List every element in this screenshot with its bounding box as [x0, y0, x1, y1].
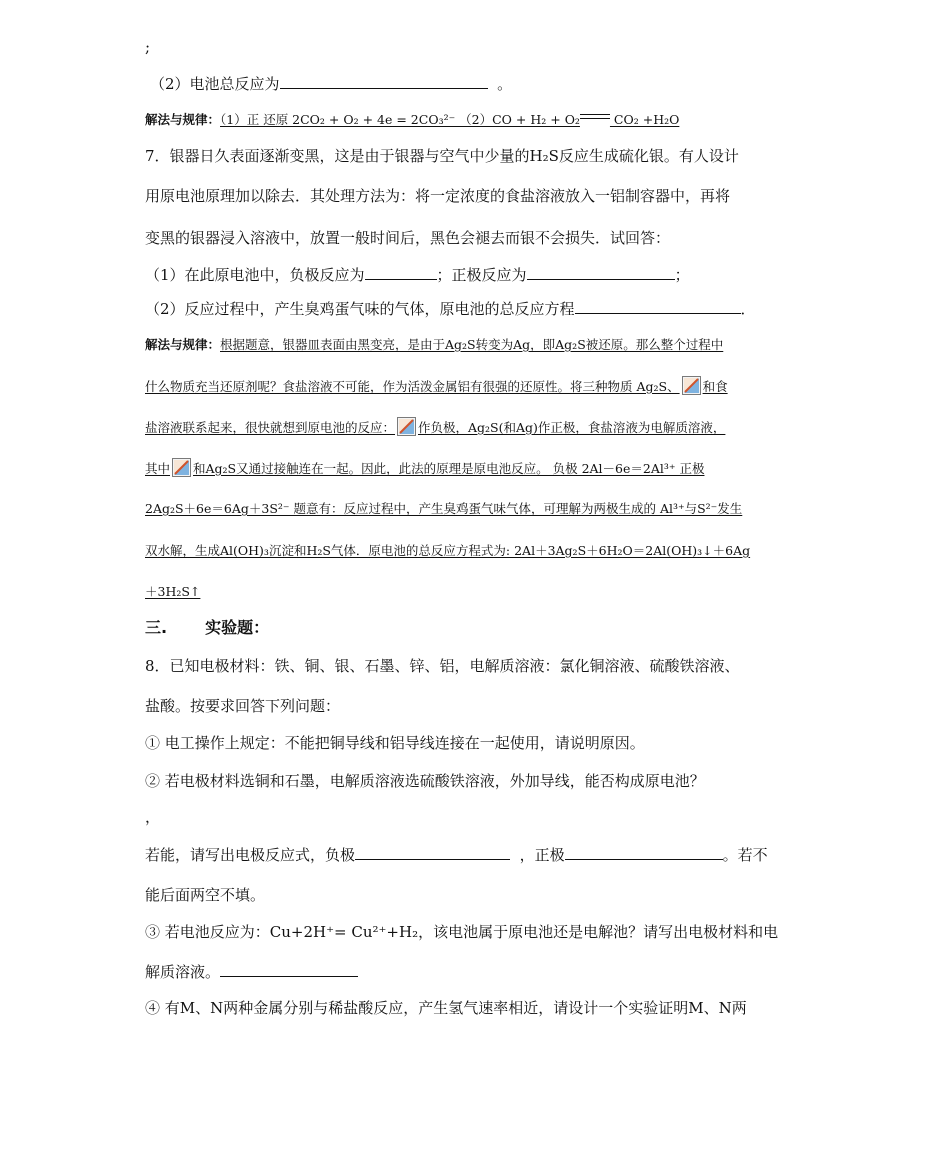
broken-image-icon: [397, 417, 416, 436]
equilibrium-arrow-icon: [580, 114, 610, 122]
answer-blank[interactable]: [575, 299, 741, 314]
q8-part3-answer: 解质溶液。: [145, 962, 810, 982]
q7-solution-line: 双水解，生成Al(OH)₃沉淀和H₂S气体．原电池的总反应方程式为: 2Al＋3Ag₂S＋6H₂O＝2Al(OH)₃↓＋6Ag: [145, 543, 751, 558]
q8-part2-answers: 若能，请写出电极反应式，负极 ，正极 。若不: [145, 846, 768, 864]
q7-solution-line: 2Ag₂S＋6e＝6Ag＋3S²⁻ 题意有：反应过程中，产生臭鸡蛋气味气体，可理解为两极生成的 Al³⁺与S²⁻发生: [145, 501, 743, 516]
q7-solution-line: ＋3H₂S↑: [145, 584, 201, 599]
text-line: ;: [145, 38, 151, 56]
q8-line: ③ 若电池反应为：Cu+2H⁺= Cu²⁺+H₂，该电池属于原电池还是电解池？请写出电极材料和电: [145, 923, 779, 941]
q7-line: 用原电池原理加以除去．其处理方法为：将一定浓度的食盐溶液放入一铝制容器中，再将: [145, 187, 731, 205]
q7-line: 变黑的银器浸入溶液中，放置一般时间后，黑色会褪去而银不会损失．试回答：: [145, 229, 671, 247]
answer-blank[interactable]: [565, 845, 723, 860]
broken-image-icon: [682, 376, 701, 395]
q6-part2: （2）电池总反应为 。: [150, 75, 513, 93]
q7-solution-line: 解法与规律：根据题意，银器皿表面由黑变亮，是由于Ag₂S转变为Ag，即Ag₂S被还原。那么整个过程中: [145, 337, 724, 352]
q7-solution-line: 其中 和Ag₂S又通过接触连在一起。因此，此法的原理是原电池反应。 负极 2Al－6e＝2Al³⁺ 正极: [145, 458, 810, 478]
q7-line: 7．银器日久表面逐渐变黑，这是由于银器与空气中少量的H₂S反应生成硫化银。有人设计: [145, 147, 739, 165]
q6-solution: 解法与规律：（1）正 还原 2CO₂ + O₂ + 4e = 2CO₃²⁻ （2）CO + H₂ + O₂ CO₂ +H₂O: [145, 112, 680, 127]
answer-blank[interactable]: [527, 265, 675, 280]
answer-blank[interactable]: [220, 962, 358, 977]
q7-solution-line: 盐溶液联系起来，很快就想到原电池的反应： 作负极，Ag₂S(和Ag)作正极，食盐溶液为电解质溶液，: [145, 417, 810, 437]
q7-solution-line: 什么物质充当还原剂呢？食盐溶液不可能，作为活泼金属铝有很强的还原性。将三种物质 Ag₂S、 和食: [145, 376, 810, 396]
q7-part2: （2）反应过程中，产生臭鸡蛋气味的气体，原电池的总反应方程 ．: [145, 300, 756, 318]
q8-line: 盐酸。按要求回答下列问题：: [145, 697, 341, 715]
q8-line: ① 电工操作上规定：不能把铜导线和铝导线连接在一起使用，请说明原因。: [145, 734, 645, 752]
answer-blank[interactable]: [355, 845, 510, 860]
q8-line: ，: [145, 808, 161, 826]
q8-line: 8．已知电极材料：铁、铜、银、石墨、锌、铝，电解质溶液：氯化铜溶液、硫酸铁溶液、: [145, 657, 740, 675]
section-heading: 三. 实验题：: [145, 618, 270, 637]
answer-blank[interactable]: [280, 74, 488, 89]
q7-part1: （1）在此原电池中，负极反应为 ；正极反应为 ；: [145, 266, 690, 284]
q8-line: ④ 有M、N两种金属分别与稀盐酸反应，产生氢气速率相近，请设计一个实验证明M、N两: [145, 999, 747, 1017]
q8-line: ② 若电极材料选铜和石墨，电解质溶液选硫酸铁溶液，外加导线，能否构成原电池？: [145, 772, 705, 790]
answer-blank[interactable]: [365, 265, 437, 280]
broken-image-icon: [172, 458, 191, 477]
q8-line: 能后面两空不填。: [145, 886, 266, 904]
